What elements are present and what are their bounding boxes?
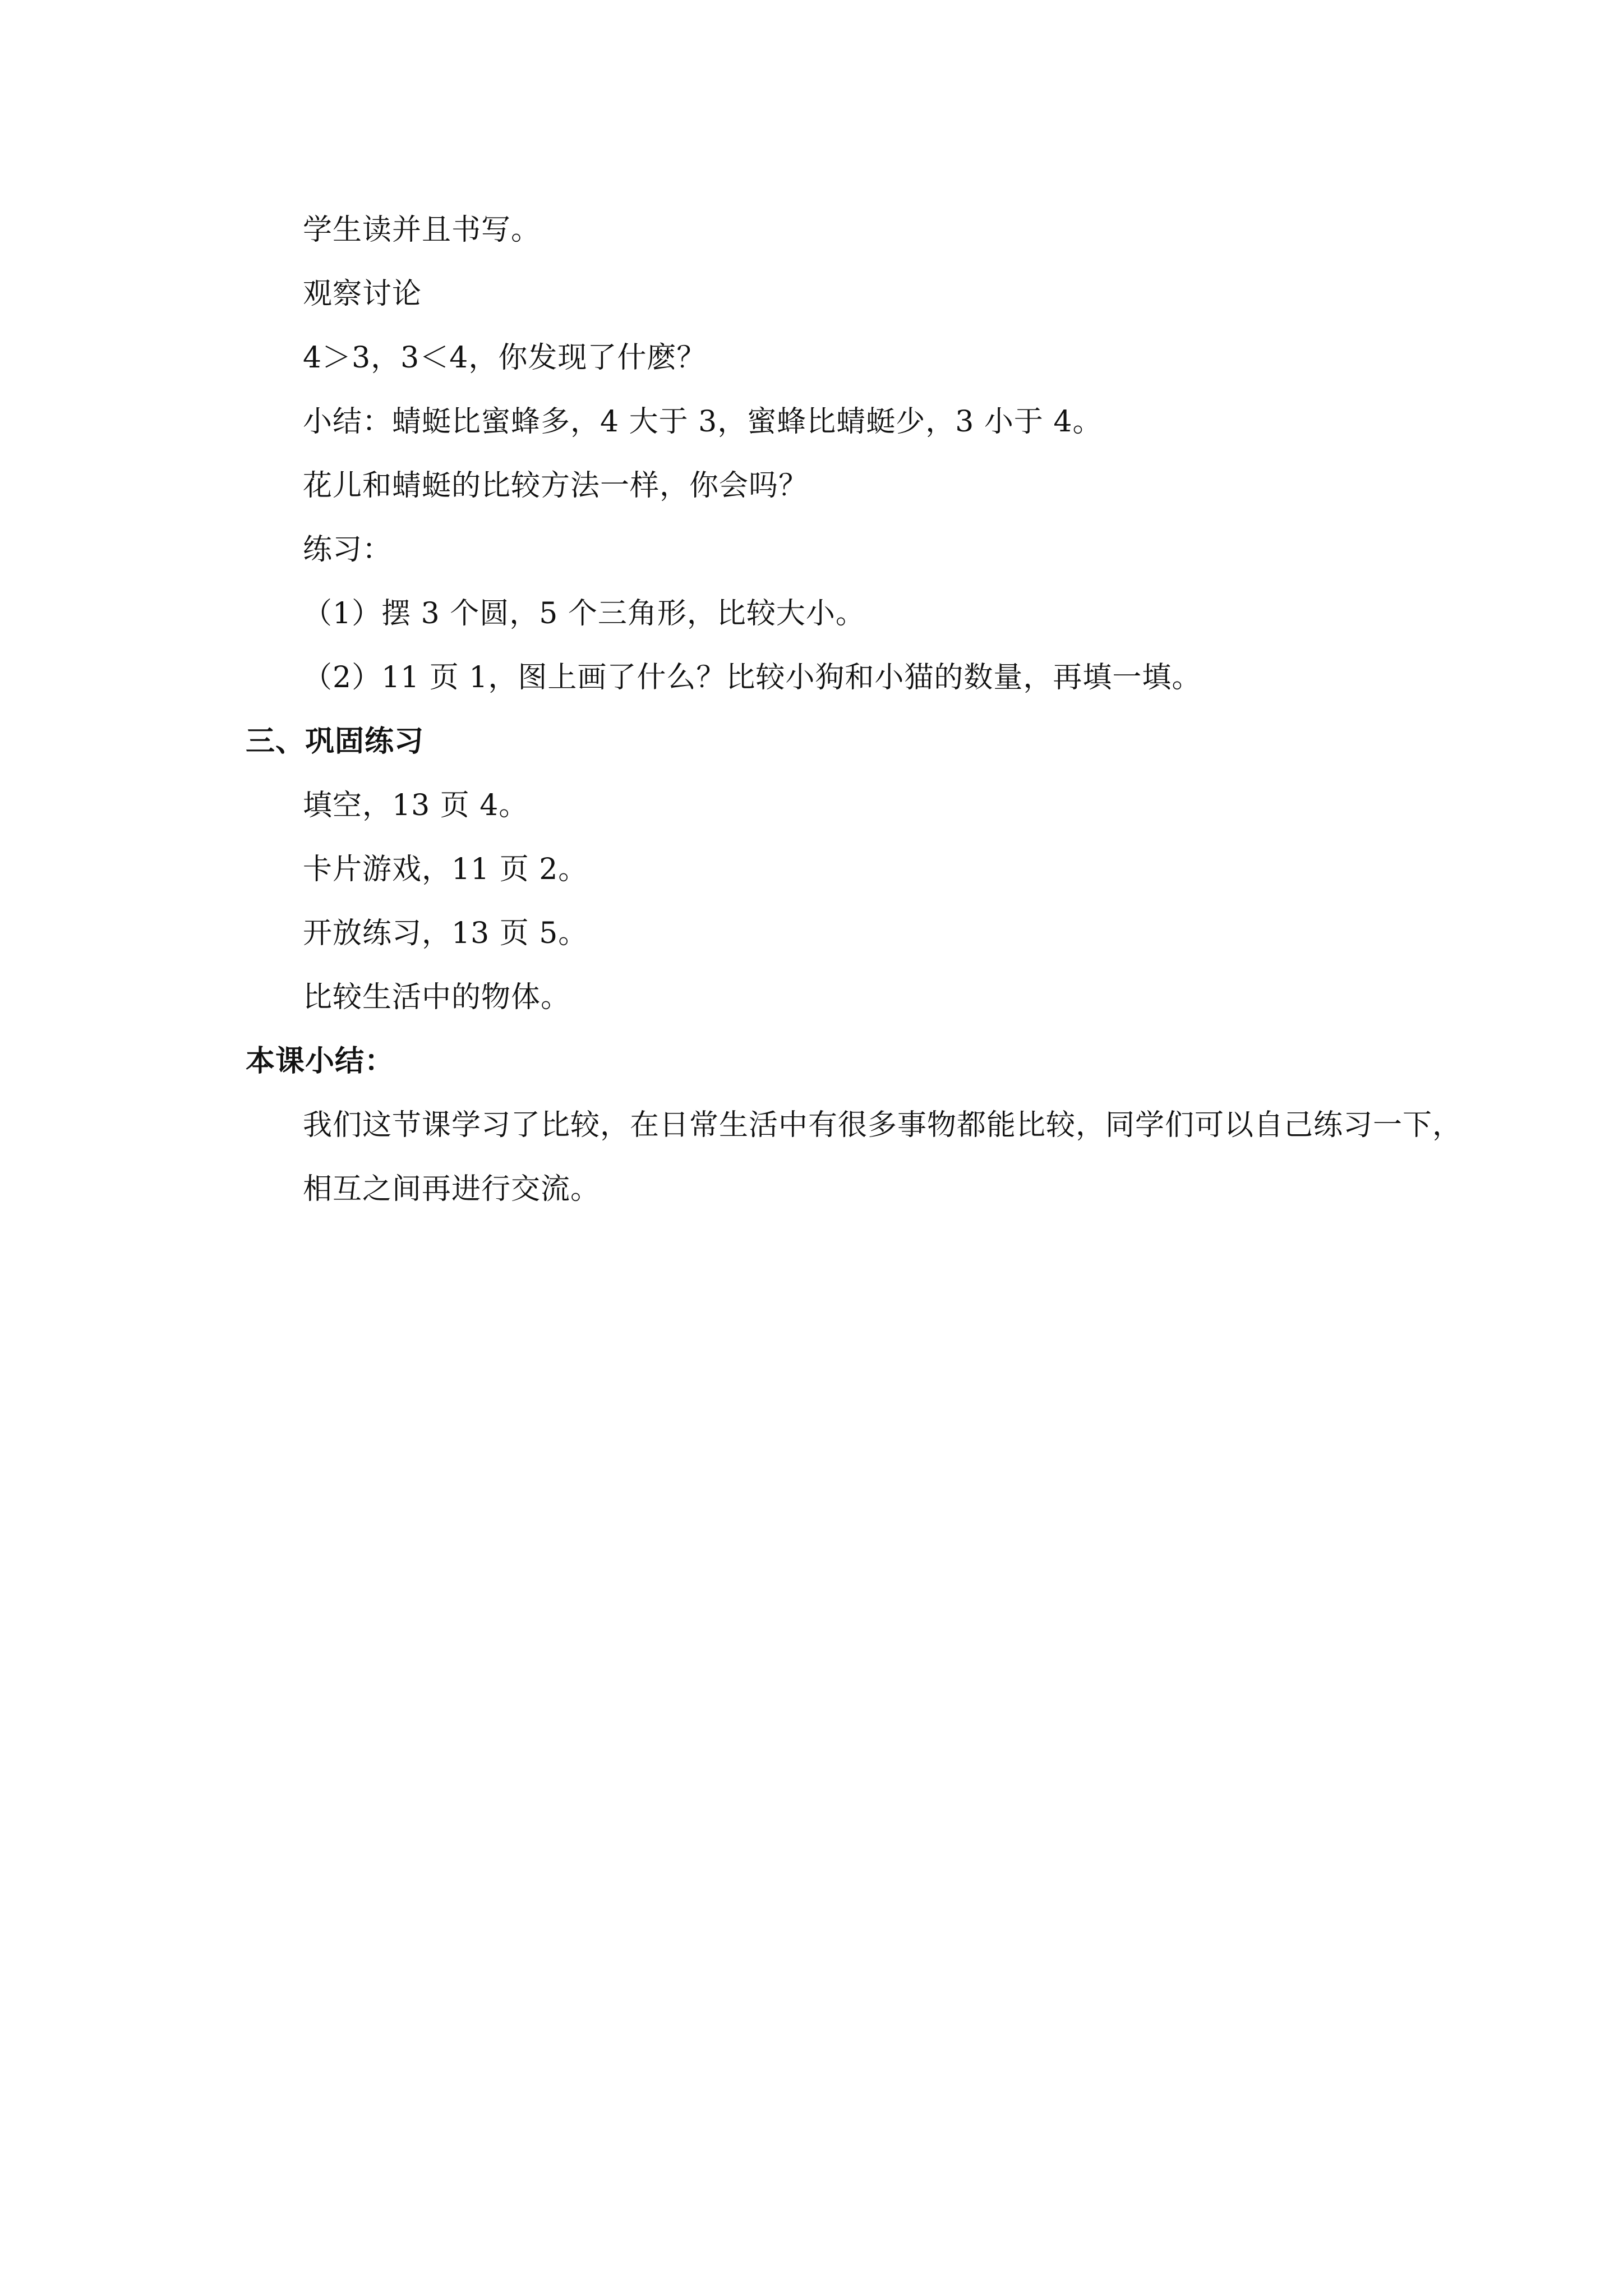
paragraph-compare-objects: 比较生活中的物体。 [303,981,571,1014]
paragraph-summary-text-1: 我们这节课学习了比较，在日常生活中有很多事物都能比较，同学们可以自己练习一下， [303,1108,1463,1142]
paragraph-practice-item-1: （1）摆 3 个圆，5 个三角形，比较大小。 [303,597,865,631]
paragraph-comparison-question: 4＞3，3＜4，你发现了什麽？ [303,341,707,375]
paragraph-flowers-dragonflies: 花儿和蜻蜓的比较方法一样，你会吗？ [303,469,809,503]
paragraph-summary-dragonfly-bee: 小结：蜻蜓比蜜蜂多，4 大于 3，蜜蜂比蜻蜓少，3 小于 4。 [303,405,1103,439]
paragraph-open-practice: 开放练习，13 页 5。 [303,917,588,950]
paragraph-observe-discuss: 观察讨论 [303,277,422,311]
paragraph-read-write: 学生读并且书写。 [303,213,541,247]
section-heading-consolidation: 三、巩固练习 [246,725,425,758]
paragraph-summary-text-2: 相互之间再进行交流。 [303,1172,601,1206]
paragraph-card-game: 卡片游戏，11 页 2。 [303,853,588,886]
paragraph-fill-blank: 填空，13 页 4。 [303,789,529,822]
paragraph-practice-item-2: （2）11 页 1，图上画了什么？比较小狗和小猫的数量，再填一填。 [303,661,1202,694]
paragraph-practice-label: 练习： [303,533,393,567]
section-heading-lesson-summary: 本课小结： [246,1045,395,1078]
